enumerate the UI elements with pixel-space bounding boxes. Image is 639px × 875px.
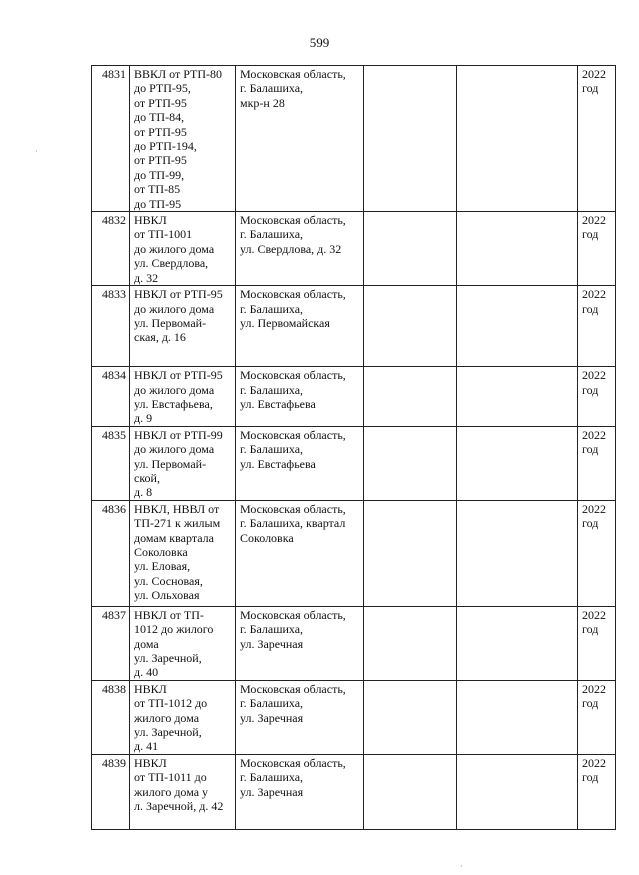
row-number: 4836 bbox=[92, 500, 130, 606]
empty-cell bbox=[457, 680, 578, 754]
table-row bbox=[92, 754, 616, 829]
table-row bbox=[92, 66, 616, 212]
row-number: 4835 bbox=[92, 426, 130, 500]
line-name: НВКЛ от РТП-99 до жилого дома ул. Первомай- ской, д. 8 bbox=[130, 426, 236, 500]
row-number: 4838 bbox=[92, 680, 130, 754]
empty-cell bbox=[364, 286, 457, 367]
address: Московская область, г. Балашиха, ул. Евстафьева bbox=[236, 367, 364, 427]
table-row bbox=[92, 606, 616, 680]
table-row bbox=[92, 212, 616, 286]
year: 2022 год bbox=[578, 606, 616, 680]
row-number: 4839 bbox=[92, 754, 130, 829]
year: 2022 год bbox=[578, 680, 616, 754]
scan-speck: · bbox=[35, 147, 38, 156]
empty-cell bbox=[364, 606, 457, 680]
address: Московская область, г. Балашиха, мкр-н 28 bbox=[236, 66, 364, 212]
empty-cell bbox=[364, 212, 457, 286]
year: 2022 год bbox=[578, 500, 616, 606]
line-name: НВКЛ от ТП-1011 до жилого дома у л. Заречной, д. 42 bbox=[130, 754, 236, 829]
row-number: 4831 bbox=[92, 66, 130, 212]
line-name: НВКЛ от РТП-95 до жилого дома ул. Евстафьева, д. 9 bbox=[130, 367, 236, 427]
empty-cell bbox=[457, 500, 578, 606]
address: Московская область, г. Балашиха, ул. Заречная bbox=[236, 680, 364, 754]
table-row bbox=[92, 680, 616, 754]
empty-cell bbox=[457, 286, 578, 367]
table-row bbox=[92, 286, 616, 367]
line-name: НВКЛ от ТП-1012 до жилого дома ул. Заречной, д. 41 bbox=[130, 680, 236, 754]
address: Московская область, г. Балашиха, ул. Заречная bbox=[236, 754, 364, 829]
registry-table-body bbox=[92, 66, 616, 830]
empty-cell bbox=[364, 367, 457, 427]
line-name: ВВКЛ от РТП-80 до РТП-95, от РТП-95 до ТП-84, от РТП-95 до РТП-194, от РТП-95 до ТП-99, от ТП-85 до ТП-95 bbox=[130, 66, 236, 212]
empty-cell bbox=[457, 606, 578, 680]
table-row bbox=[92, 500, 616, 606]
address: Московская область, г. Балашиха, ул. Свердлова, д. 32 bbox=[236, 212, 364, 286]
line-name: НВКЛ от ТП-1001 до жилого дома ул. Свердлова, д. 32 bbox=[130, 212, 236, 286]
scan-speck: · bbox=[460, 862, 463, 871]
row-number: 4837 bbox=[92, 606, 130, 680]
line-name: НВКЛ от РТП-95 до жилого дома ул. Первомай- ская, д. 16 bbox=[130, 286, 236, 367]
address: Московская область, г. Балашиха, ул. Евстафьева bbox=[236, 426, 364, 500]
year: 2022 год bbox=[578, 212, 616, 286]
empty-cell bbox=[364, 426, 457, 500]
empty-cell bbox=[457, 754, 578, 829]
page-number: 599 bbox=[309, 35, 330, 50]
empty-cell bbox=[364, 680, 457, 754]
year: 2022 год bbox=[578, 66, 616, 212]
year: 2022 год bbox=[578, 754, 616, 829]
address: Московская область, г. Балашиха, ул. Первомайская bbox=[236, 286, 364, 367]
row-number: 4832 bbox=[92, 212, 130, 286]
row-number: 4834 bbox=[92, 367, 130, 427]
empty-cell bbox=[364, 754, 457, 829]
year: 2022 год bbox=[578, 286, 616, 367]
empty-cell bbox=[457, 426, 578, 500]
table-row bbox=[92, 367, 616, 427]
year: 2022 год bbox=[578, 426, 616, 500]
year: 2022 год bbox=[578, 367, 616, 427]
empty-cell bbox=[364, 500, 457, 606]
line-name: НВКЛ, НВВЛ от ТП-271 к жилым домам квартала Соколовка ул. Еловая, ул. Сосновая, ул. Ольховая bbox=[130, 500, 236, 606]
empty-cell bbox=[457, 66, 578, 212]
empty-cell bbox=[364, 66, 457, 212]
address: Московская область, г. Балашиха, ул. Заречная bbox=[236, 606, 364, 680]
table-row bbox=[92, 426, 616, 500]
line-name: НВКЛ от ТП- 1012 до жилого дома ул. Заречной, д. 40 bbox=[130, 606, 236, 680]
empty-cell bbox=[457, 212, 578, 286]
registry-table bbox=[91, 65, 616, 830]
row-number: 4833 bbox=[92, 286, 130, 367]
address: Московская область, г. Балашиха, квартал Соколовка bbox=[236, 500, 364, 606]
empty-cell bbox=[457, 367, 578, 427]
